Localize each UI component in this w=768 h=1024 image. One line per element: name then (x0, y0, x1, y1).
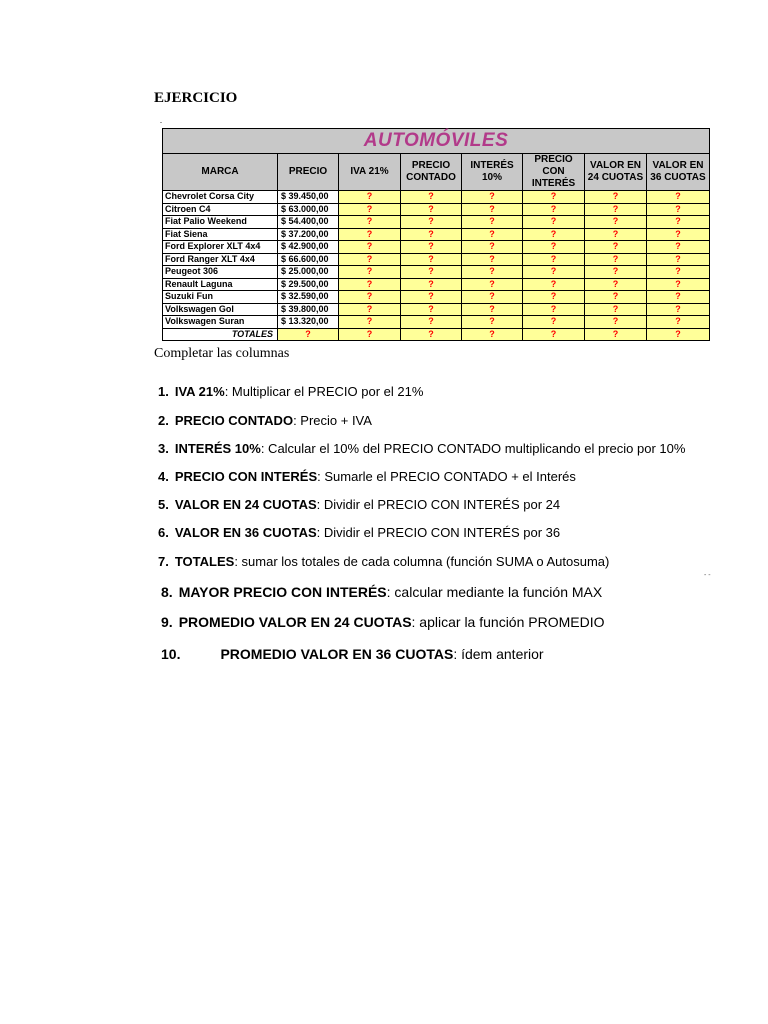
formula-placeholder-cell[interactable]: ? (585, 303, 647, 316)
column-header: MARCA (163, 154, 278, 191)
instruction-text: : aplicar la función PROMEDIO (411, 614, 605, 630)
column-header: VALOR EN 24 CUOTAS (585, 154, 647, 191)
instruction-item (161, 584, 602, 600)
car-brand-cell[interactable]: Volkswagen Suran (163, 316, 278, 329)
formula-placeholder-cell[interactable]: ? (462, 316, 523, 329)
price-cell[interactable]: $ 39.800,00 (278, 303, 339, 316)
instruction-text: : Calcular el 10% del PRECIO CONTADO multiplicando el precio por 10% (260, 441, 686, 456)
formula-placeholder-cell[interactable]: ? (523, 216, 585, 229)
price-cell[interactable]: $ 13.320,00 (278, 316, 339, 329)
instruction-item (158, 554, 609, 569)
formula-placeholder-cell[interactable]: ? (339, 291, 401, 304)
instruction-title: PRECIO CONTADO (174, 413, 294, 428)
formula-placeholder-cell[interactable]: ? (339, 266, 401, 279)
table-title: AUTOMÓVILES (163, 129, 710, 154)
car-brand-cell[interactable]: Fiat Siena (163, 228, 278, 241)
formula-placeholder-cell[interactable]: ? (523, 303, 585, 316)
column-header: PRECIO (278, 154, 339, 191)
formula-placeholder-cell[interactable]: ? (523, 203, 585, 216)
price-cell[interactable]: $ 39.450,00 (278, 191, 339, 204)
formula-placeholder-cell[interactable]: ? (401, 278, 462, 291)
instruction-number: 6. (158, 525, 169, 540)
formula-placeholder-cell[interactable]: ? (647, 328, 710, 341)
formula-placeholder-cell[interactable]: ? (401, 253, 462, 266)
table-row (163, 241, 710, 254)
formula-placeholder-cell[interactable]: ? (585, 328, 647, 341)
price-cell[interactable]: $ 54.400,00 (278, 216, 339, 229)
formula-placeholder-cell[interactable]: ? (339, 303, 401, 316)
formula-placeholder-cell[interactable]: ? (401, 266, 462, 279)
totals-label: TOTALES (163, 328, 278, 341)
instruction-number: 5. (158, 497, 169, 512)
table-row (163, 228, 710, 241)
formula-placeholder-cell[interactable]: ? (462, 328, 523, 341)
formula-placeholder-cell[interactable]: ? (647, 316, 710, 329)
formula-placeholder-cell[interactable]: ? (523, 228, 585, 241)
formula-placeholder-cell[interactable]: ? (339, 203, 401, 216)
column-header: INTERÉS 10% (462, 154, 523, 191)
formula-placeholder-cell[interactable]: ? (585, 316, 647, 329)
instruction-text: : Dividir el PRECIO CON INTERÉS por 24 (316, 497, 561, 512)
formula-placeholder-cell[interactable]: ? (523, 291, 585, 304)
instruction-item (158, 469, 576, 484)
formula-placeholder-cell[interactable]: ? (339, 316, 401, 329)
formula-placeholder-cell[interactable]: ? (339, 191, 401, 204)
formula-placeholder-cell[interactable]: ? (647, 191, 710, 204)
table-row (163, 278, 710, 291)
formula-placeholder-cell[interactable]: ? (401, 328, 462, 341)
margin-mark: - - (704, 572, 711, 579)
formula-placeholder-cell[interactable]: ? (523, 328, 585, 341)
instruction-text: : ídem anterior (453, 646, 544, 662)
instruction-title: IVA 21% (174, 384, 225, 399)
formula-placeholder-cell[interactable]: ? (585, 203, 647, 216)
formula-placeholder-cell[interactable]: ? (339, 216, 401, 229)
formula-placeholder-cell[interactable]: ? (523, 253, 585, 266)
table-row (163, 191, 710, 204)
car-brand-cell[interactable]: Renault Laguna (163, 278, 278, 291)
instruction-title: MAYOR PRECIO CON INTERÉS (178, 584, 387, 600)
instruction-title: VALOR EN 24 CUOTAS (174, 497, 317, 512)
car-brand-cell[interactable]: Volkswagen Gol (163, 303, 278, 316)
formula-placeholder-cell[interactable]: ? (462, 191, 523, 204)
instruction-item (158, 525, 560, 540)
formula-placeholder-cell[interactable]: ? (523, 191, 585, 204)
formula-placeholder-cell[interactable]: ? (401, 291, 462, 304)
car-brand-cell[interactable]: Suzuki Fun (163, 291, 278, 304)
column-header: PRECIO CON INTERÉS (523, 154, 585, 191)
formula-placeholder-cell[interactable]: ? (585, 291, 647, 304)
formula-placeholder-cell[interactable]: ? (462, 278, 523, 291)
instruction-number: 2. (158, 413, 169, 428)
formula-placeholder-cell[interactable]: ? (585, 253, 647, 266)
totals-row (163, 328, 710, 341)
formula-placeholder-cell[interactable]: ? (401, 191, 462, 204)
formula-placeholder-cell[interactable]: ? (585, 191, 647, 204)
table-row (163, 266, 710, 279)
column-header: VALOR EN 36 CUOTAS (647, 154, 710, 191)
car-brand-cell[interactable]: Ford Ranger XLT 4x4 (163, 253, 278, 266)
instruction-title: TOTALES (174, 554, 235, 569)
formula-placeholder-cell[interactable]: ? (585, 216, 647, 229)
price-cell[interactable]: $ 32.590,00 (278, 291, 339, 304)
formula-placeholder-cell[interactable]: ? (462, 291, 523, 304)
table-header-row (163, 154, 710, 191)
formula-placeholder-cell[interactable]: ? (401, 303, 462, 316)
instruction-title: PRECIO CON INTERÉS (174, 469, 318, 484)
table-row (163, 253, 710, 266)
instruction-number: 4. (158, 469, 169, 484)
instruction-text: : sumar los totales de cada columna (función SUMA o Autosuma) (234, 554, 610, 569)
exercise-heading: EJERCICIO (154, 90, 238, 106)
formula-placeholder-cell[interactable]: ? (339, 328, 401, 341)
small-dot-mark: . (160, 116, 162, 125)
formula-placeholder-cell[interactable]: ? (585, 228, 647, 241)
table-row (163, 216, 710, 229)
formula-placeholder-cell[interactable]: ? (462, 228, 523, 241)
table-row (163, 303, 710, 316)
formula-placeholder-cell[interactable]: ? (401, 228, 462, 241)
table-row (163, 203, 710, 216)
car-brand-cell[interactable]: Ford Explorer XLT 4x4 (163, 241, 278, 254)
instruction-item (161, 646, 544, 662)
formula-placeholder-cell[interactable]: ? (523, 266, 585, 279)
instruction-number: 3. (158, 441, 169, 456)
instruction-text: : calcular mediante la función MAX (386, 584, 603, 600)
car-brand-cell[interactable]: Peugeot 306 (163, 266, 278, 279)
instruction-item (158, 497, 560, 512)
instruction-number: 7. (158, 554, 169, 569)
instruction-text: : Precio + IVA (293, 413, 372, 428)
instruction-number: 9. (161, 614, 173, 630)
car-brand-cell[interactable]: Chevrolet Corsa City (163, 191, 278, 204)
cars-table-container (162, 128, 709, 341)
formula-placeholder-cell[interactable]: ? (462, 241, 523, 254)
instruction-title: VALOR EN 36 CUOTAS (174, 525, 317, 540)
instruction-title: INTERÉS 10% (174, 441, 261, 456)
formula-placeholder-cell[interactable]: ? (339, 278, 401, 291)
formula-placeholder-cell[interactable]: ? (401, 203, 462, 216)
price-cell[interactable]: $ 66.600,00 (278, 253, 339, 266)
table-row (163, 316, 710, 329)
instruction-title: PROMEDIO VALOR EN 36 CUOTAS (220, 646, 454, 662)
instruction-number: 10. (161, 646, 181, 662)
price-cell[interactable]: $ 37.200,00 (278, 228, 339, 241)
formula-placeholder-cell[interactable]: ? (462, 253, 523, 266)
instruction-item (161, 614, 605, 630)
formula-placeholder-cell[interactable]: ? (462, 203, 523, 216)
instruction-item (158, 384, 423, 399)
formula-placeholder-cell[interactable]: ? (339, 253, 401, 266)
column-header: PRECIO CONTADO (401, 154, 462, 191)
formula-placeholder-cell[interactable]: ? (647, 228, 710, 241)
instruction-text: : Multiplicar el PRECIO por el 21% (224, 384, 424, 399)
formula-placeholder-cell[interactable]: ? (339, 228, 401, 241)
car-brand-cell[interactable]: Citroen C4 (163, 203, 278, 216)
formula-placeholder-cell[interactable]: ? (647, 291, 710, 304)
table-row (163, 291, 710, 304)
instruction-item (158, 413, 372, 428)
formula-placeholder-cell[interactable]: ? (647, 203, 710, 216)
formula-placeholder-cell[interactable]: ? (647, 216, 710, 229)
instruction-text: : Dividir el PRECIO CON INTERÉS por 36 (316, 525, 561, 540)
formula-placeholder-cell[interactable]: ? (585, 266, 647, 279)
car-brand-cell[interactable]: Fiat Palio Weekend (163, 216, 278, 229)
price-cell[interactable]: $ 42.900,00 (278, 241, 339, 254)
cars-table (162, 128, 710, 341)
price-cell[interactable]: $ 29.500,00 (278, 278, 339, 291)
formula-placeholder-cell[interactable]: ? (647, 266, 710, 279)
formula-placeholder-cell[interactable]: ? (462, 266, 523, 279)
instruction-number: 1. (158, 384, 169, 399)
formula-placeholder-cell[interactable]: ? (462, 216, 523, 229)
instruction-title: PROMEDIO VALOR EN 24 CUOTAS (178, 614, 412, 630)
table-body (163, 191, 710, 341)
price-cell[interactable]: $ 63.000,00 (278, 203, 339, 216)
instruction-text: : Sumarle el PRECIO CONTADO + el Interés (317, 469, 576, 484)
price-cell[interactable]: $ 25.000,00 (278, 266, 339, 279)
formula-placeholder-cell[interactable]: ? (647, 253, 710, 266)
formula-placeholder-cell[interactable]: ? (462, 303, 523, 316)
formula-placeholder-cell[interactable]: ? (585, 278, 647, 291)
formula-placeholder-cell[interactable]: ? (647, 278, 710, 291)
formula-placeholder-cell[interactable]: ? (339, 241, 401, 254)
formula-placeholder-cell[interactable]: ? (278, 328, 339, 341)
formula-placeholder-cell[interactable]: ? (585, 241, 647, 254)
formula-placeholder-cell[interactable]: ? (523, 278, 585, 291)
formula-placeholder-cell[interactable]: ? (647, 303, 710, 316)
formula-placeholder-cell[interactable]: ? (401, 241, 462, 254)
instructions-subtitle: Completar las columnas (154, 346, 290, 361)
formula-placeholder-cell[interactable]: ? (401, 216, 462, 229)
instruction-item (158, 441, 685, 456)
column-header: IVA 21% (339, 154, 401, 191)
formula-placeholder-cell[interactable]: ? (523, 316, 585, 329)
formula-placeholder-cell[interactable]: ? (401, 316, 462, 329)
formula-placeholder-cell[interactable]: ? (647, 241, 710, 254)
formula-placeholder-cell[interactable]: ? (523, 241, 585, 254)
instruction-number: 8. (161, 584, 173, 600)
